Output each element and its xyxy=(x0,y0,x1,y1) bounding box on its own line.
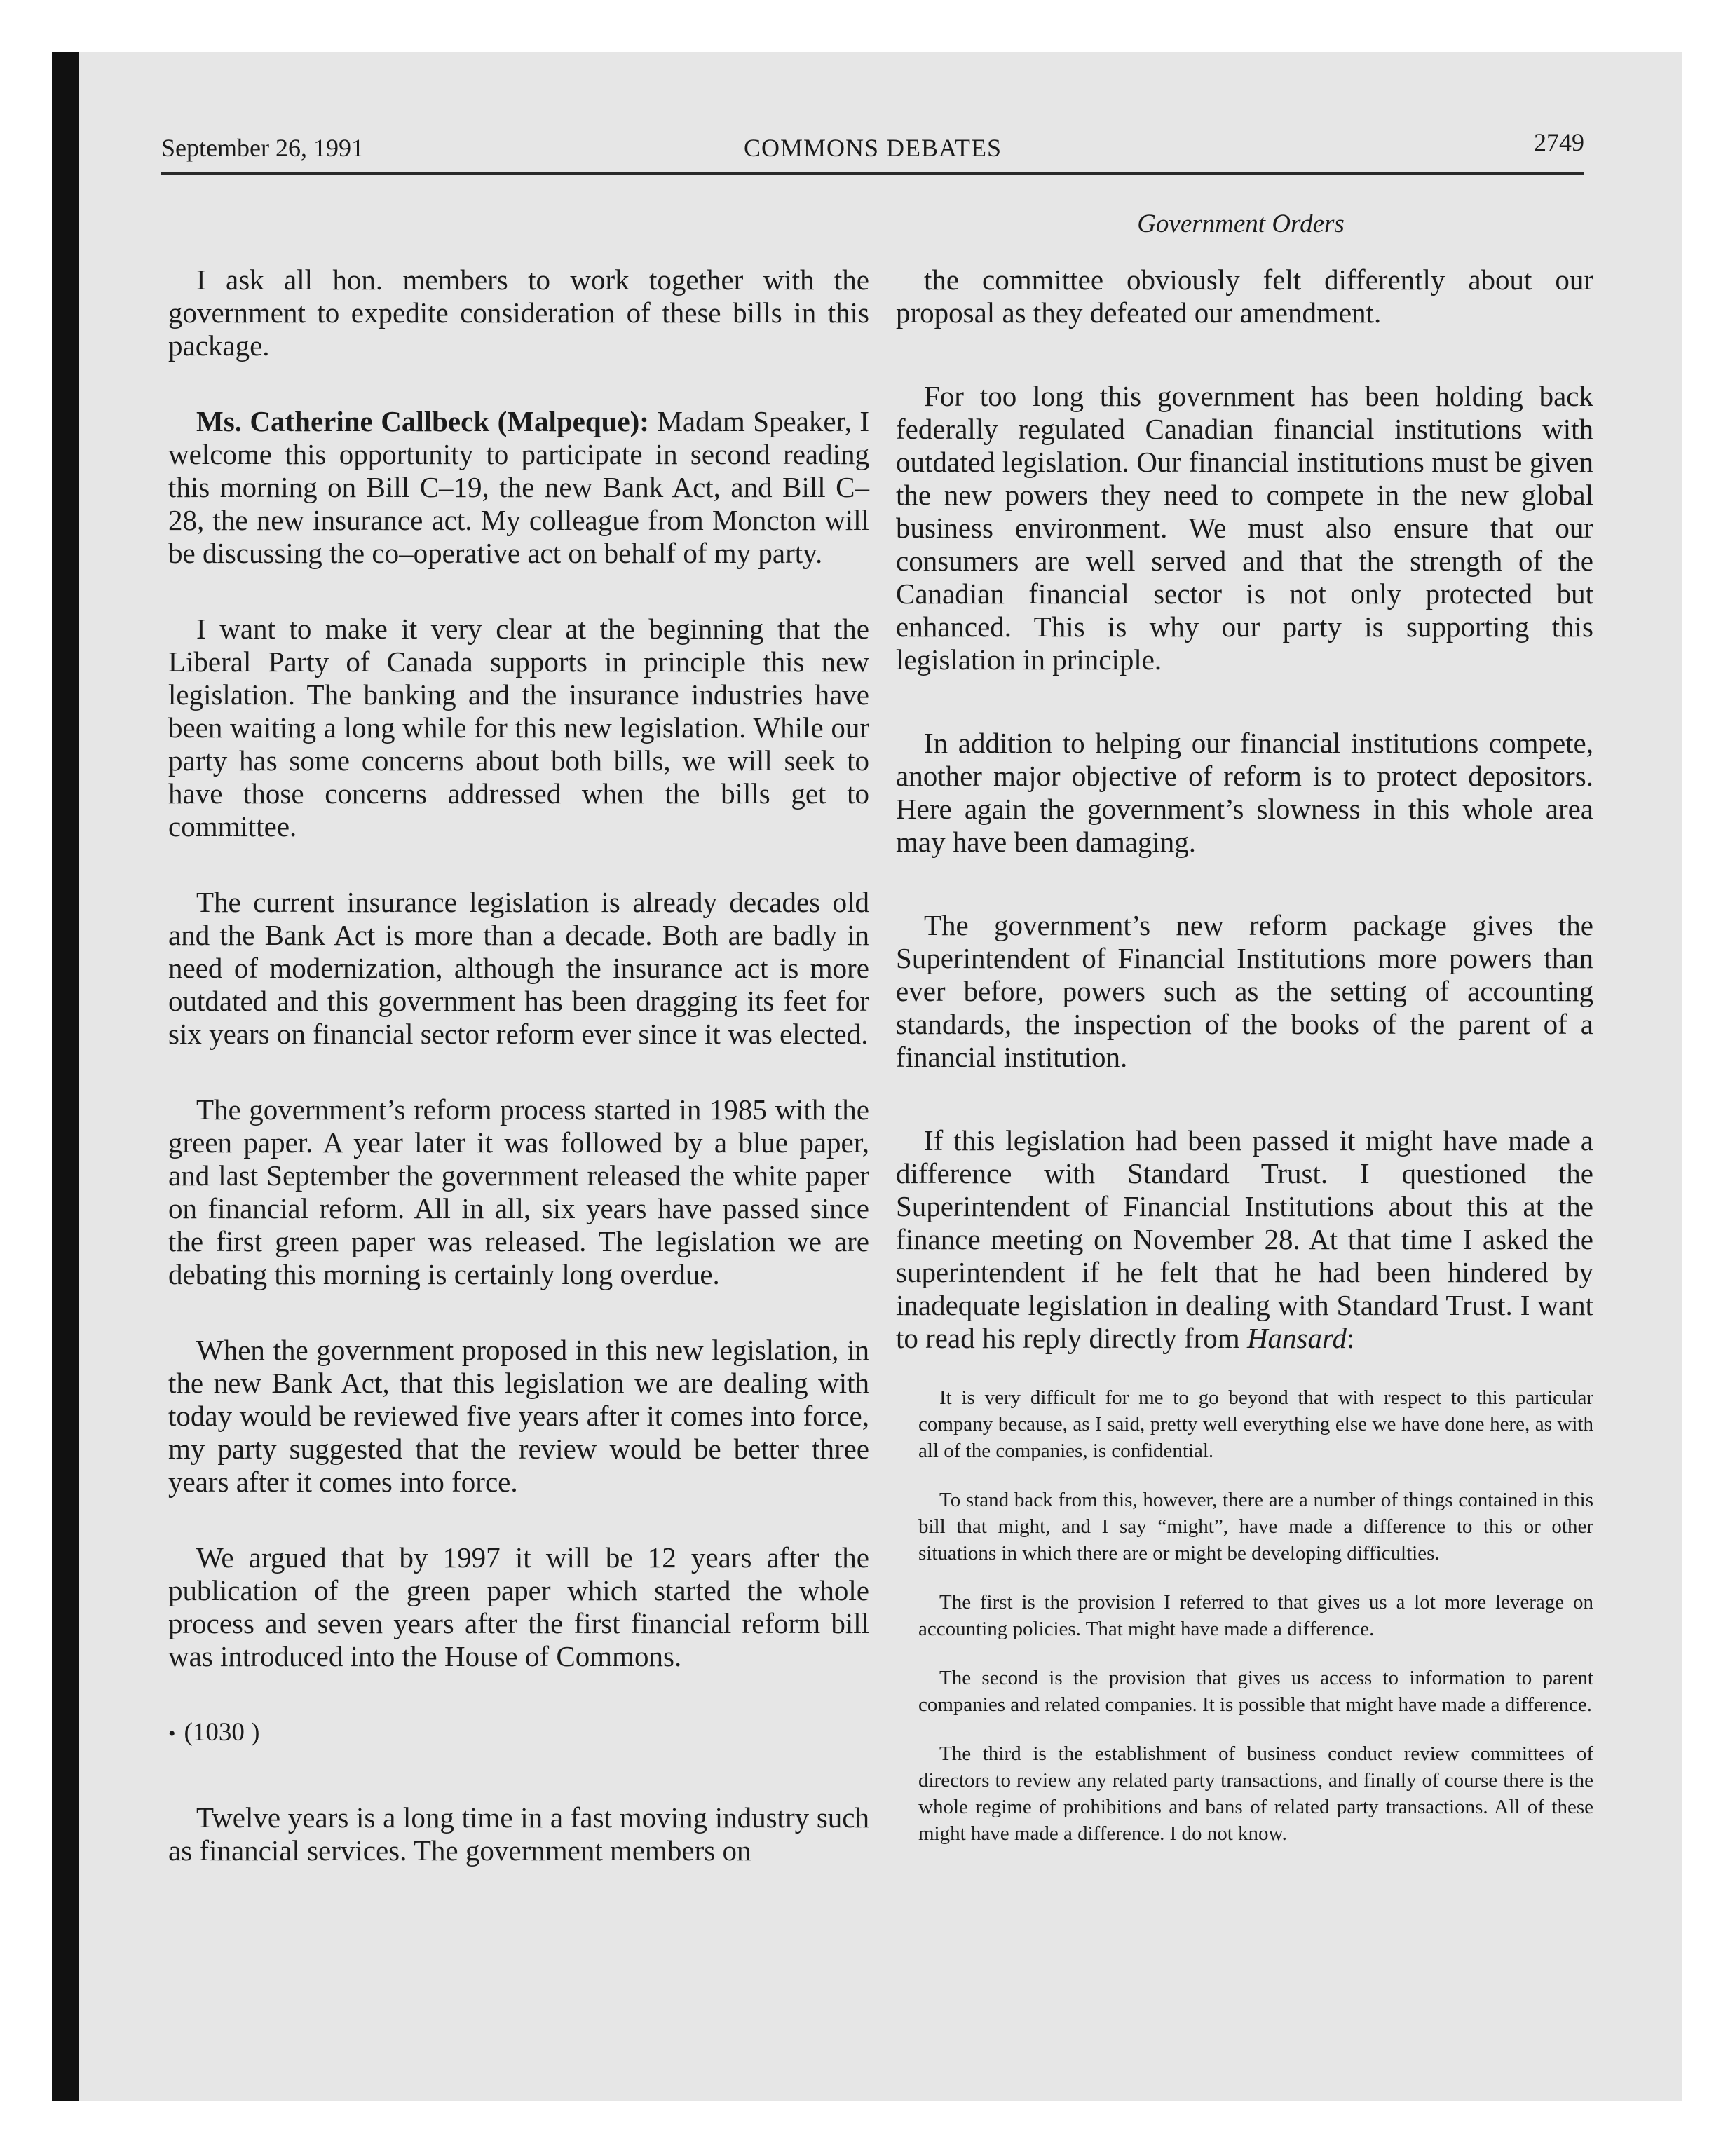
quote-paragraph: To stand back from this, however, there are a number of things contained in this bill that might, and I say “might”, have made a difference to this or other situations in which there are or might be developing difficulties. xyxy=(918,1489,1593,1564)
quote-paragraph: The third is the establishment of business conduct review committees of directors to review any related party transactions, and finally of course there is the whole regime of prohibitions and bans of related party transactions. All of these might have made a difference. I do not know. xyxy=(918,1742,1593,1845)
speech-text: Madam Speaker, I welcome this opportunity to participate in second reading this morning on Bill C–19, the new Bank Act, and Bill C–28, the new insurance act. My colleague from Moncton will be discussing the co–operative act on behalf of my party. xyxy=(168,405,870,569)
paragraph: Twelve years is a long time in a fast moving industry such as financial services. The government members on xyxy=(168,1801,869,1867)
paragraph: The government’s new reform package gives the Superintendent of Financial Institutions more powers than ever before, powers such as the setting of accounting standards, the inspection of the books of the parent of a financial institution. xyxy=(896,909,1593,1073)
paragraph: The government’s reform process started in 1985 with the green paper. A year later it was followed by a blue paper, and last September the government released the white paper on financial reform. All in all, six years have passed since the first green paper was released. The legislation we are debating this morning is certainly long overdue. xyxy=(168,1093,869,1290)
header-rule xyxy=(161,172,1584,175)
left-column xyxy=(168,264,869,1910)
quote-paragraph: It is very difficult for me to go beyond that with respect to this particular company because, as I said, pretty well everything else we have done here, as with all of the companies, is confidential. xyxy=(918,1386,1593,1462)
paragraph: I want to make it very clear at the beginning that the Liberal Party of Canada supports in principle this new legislation. The banking and the insurance industries have been waiting a long while for this new legislation. While our party has some concerns about both bills, we will seek to have those concerns addressed when the bills get to committee. xyxy=(168,613,869,842)
quote-paragraph: The second is the provision that gives us access to information to parent companies and related companies. It is possible that might have made a difference. xyxy=(918,1667,1593,1716)
page-number: 2749 xyxy=(1534,128,1584,156)
paragraph: When the government proposed in this new legislation, in the new Bank Act, that this legislation we are dealing with today would be reviewed five years after it comes into force, my party suggested that the review would be better three years after it comes into force. xyxy=(168,1334,869,1498)
paragraph xyxy=(896,1124,1593,1355)
quoted-reply xyxy=(918,1384,1593,1847)
paragraph: We argued that by 1997 it will be 12 years after the publication of the green paper which started the whole process and seven years after the first financial reform bill was introduced into the House of Commons. xyxy=(168,1541,869,1672)
section-title: Government Orders xyxy=(1137,210,1345,238)
header-title: COMMONS DEBATES xyxy=(743,134,1002,162)
header-date: September 26, 1991 xyxy=(161,134,364,162)
bullet-icon: • xyxy=(168,1722,176,1745)
right-column xyxy=(896,264,1593,1869)
paragraph: For too long this government has been holding back federally regulated Canadian financial institutions with outdated legislation. Our financial institutions must be given the new powers they need to compete in the new global business environment. We must also ensure that our consumers are well served and that the strength of the Canadian financial sector is not only protected but enhanced. This is why our party is supporting this legislation in principle. xyxy=(896,380,1593,676)
punctuation: : xyxy=(1346,1322,1355,1354)
paragraph: the committee obviously felt differently about our proposal as they defeated our amendment. xyxy=(896,264,1593,329)
speaker-name: Ms. Catherine Callbeck (Malpeque): xyxy=(196,405,649,437)
paragraph: The current insurance legislation is already decades old and the Bank Act is more than a decade. Both are badly in need of modernization, although the insurance act is more outdated and this government has been dragging its feet for six years on financial sector reform ever since it was elected. xyxy=(168,886,869,1050)
page-header xyxy=(161,128,1584,175)
paragraph: I ask all hon. members to work together with the government to expedite consideration of these bills in this package. xyxy=(168,264,869,362)
paragraph xyxy=(168,405,869,570)
quote-paragraph: The first is the provision I referred to that gives us a lot more leverage on accounting policies. That might have made a difference. xyxy=(918,1591,1593,1640)
binding-edge xyxy=(52,52,79,2101)
source-title: Hansard xyxy=(1246,1322,1347,1354)
paragraph: In addition to helping our financial institutions compete, another major objective of reform is to protect depositors. Here again the government’s slowness in this whole area may have been damaging. xyxy=(896,727,1593,858)
time-stamp: (1030 ) xyxy=(184,1718,260,1747)
paragraph-text: If this legislation had been passed it might have made a difference with Standard Trust. I questioned the Superintendent of Financial Institutions about this at the finance meeting on November 28. At that time I asked the superintendent if he felt that he had been hindered by inadequate legislation in dealing with Standard Trust. I want to read his reply directly from xyxy=(896,1124,1593,1354)
time-marker xyxy=(168,1716,869,1750)
